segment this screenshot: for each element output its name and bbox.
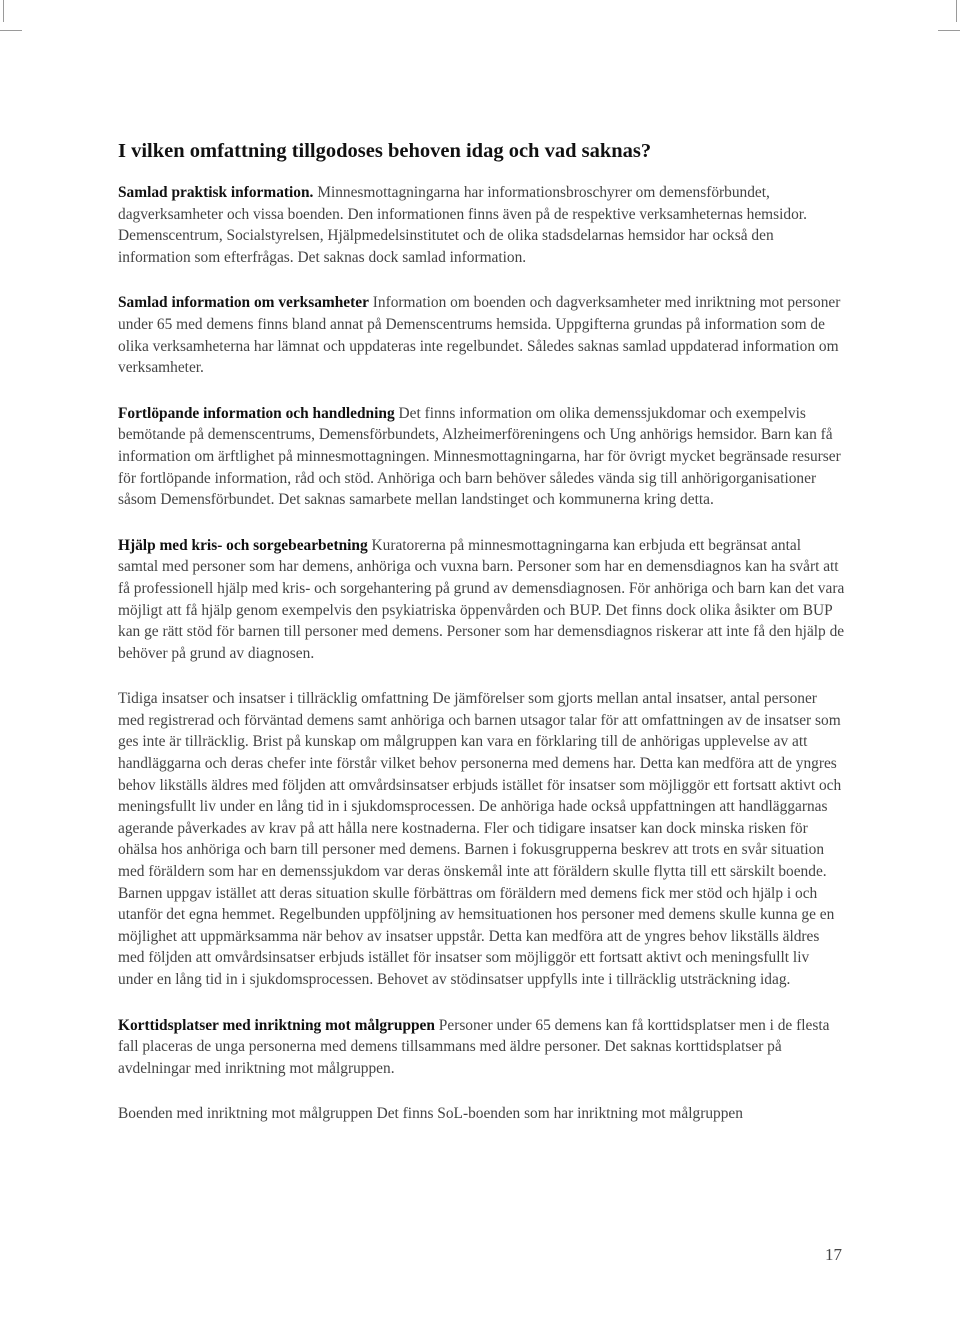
crop-mark-top-right-vertical <box>956 0 957 22</box>
paragraph-lead: Samlad information om verksamheter <box>118 294 369 312</box>
page-heading: I vilken omfattning tillgodoses behoven idag och vad saknas? <box>118 140 652 162</box>
paragraph-text: Kuratorerna på minnesmottagningarna kan erbjuda ett begränsat antal samtal med personer som har demens, anhöriga och vuxna barn. Personer som har en demensdiagnos kan ha svårt att få professionell hjälp med kris- och sorgehantering på grund av demensdiagnosen. För anhöriga och barn kan det vara möjligt att få hjälp genom exempelvis den psykiatriska öppenvården och BUP. Det finns dock olika åsikter om BUP kan ge rätt stöd för barnen till personer med demens. Personer som har demensdiagnos riskerar att inte få den hjälp de behöver på grund av diagnosen. <box>118 536 845 662</box>
crop-mark-top-left-vertical <box>3 0 4 22</box>
paragraph-samlad-information-verksamheter <box>118 292 845 378</box>
paragraph-samlad-praktisk-information <box>118 182 845 268</box>
crop-mark-top-right-horizontal <box>938 30 960 31</box>
paragraph-text: Boenden med inriktning mot målgruppen Det finns SoL-boenden som har inriktning mot målgruppen <box>118 1105 743 1123</box>
paragraph-text: Minnesmottagningarna har informationsbroschyrer om demensförbundet, dagverksamheter och vissa boenden. Den informationen finns även på de respektive verksamheternas hemsidor. Demenscentrum, Socialstyrelsen, Hjälpmedelsinstitutet och de olika stadsdelarnas hemsidor har också den information som efterfrågas. Det saknas dock samlad information. <box>118 184 807 266</box>
document-body <box>118 138 845 1125</box>
paragraph-text: Personer under 65 demens kan få korttidsplatser men i de flesta fall placeras de unga personerna med demens tillsammans med äldre personer. Det saknas korttidsplatser på avdelningar med inriktning mot målgruppen. <box>118 1016 830 1077</box>
paragraph-lead: Samlad praktisk information. <box>118 184 314 201</box>
paragraph-text: Information om boenden och dagverksamheter med inriktning mot personer under 65 med demens finns bland annat på Demenscentrums hemsida. Uppgifterna grundas på information som de olika verksamheterna har lämnat och uppdateras inte regelbundet. Således saknas samlad uppdaterad information om verksamheter. <box>118 294 841 377</box>
paragraph-boenden <box>118 1103 845 1125</box>
paragraph-lead: Hjälp med kris- och sorgebearbetning <box>118 536 368 554</box>
crop-mark-top-left-horizontal <box>0 30 22 31</box>
paragraph-fortlopande-information <box>118 403 845 511</box>
page-number: 17 <box>825 1245 842 1264</box>
paragraph-text: Det finns information om olika demenssjukdomar och exempelvis bemötande på demenscentrums, Demensförbundets, Alzheimerföreningens och Ung anhörigs hemsidor. Barn kan få information om ärftlighet på minnesmottagningen. Minnesmottagningarna, har för övrigt mycket begränsade resurser för fortlöpande information, råd och stöd. Anhöriga och barn behöver således vända sig till anhörigorganisationer såsom Demensförbundet. Det saknas samarbete mellan landstinget och kommunerna kring detta. <box>118 404 841 509</box>
paragraph-lead: Korttidsplatser med inriktning mot målgruppen <box>118 1016 435 1034</box>
paragraph-lead: Fortlöpande information och handledning <box>118 404 395 422</box>
paragraph-tidiga-insatser <box>118 688 845 990</box>
paragraph-text: Tidiga insatser och insatser i tillräcklig omfattning De jämförelser som gjorts mellan antal insatser, antal personer med registrerad och förväntad demens samt anhöriga och barnen utsagor talar för att omfattningen av de insatser som ges inte är tillräcklig. Brist på kunskap om målgruppen kan vara en förklaring till de anhörigas upplevelse av att handläggarna och deras chefer inte förstår vilket behov personerna med demens har. Detta kan medföra att de yngres behov likställs äldres med följden att omvårdsinsatser erbjuds istället för insatser som möjliggör ett fortsatt aktivt och meningsfullt liv under en lång tid in i sjukdomsprocessen. De anhöriga hade också uppfattningen att handläggarnas agerande påverkades av krav på att hålla nere kostnaderna. Fler och tidigare insatser kan dock minska risken för ohälsa hos anhöriga och barn till personer med demens. Barnen i fokusgrupperna beskrev att trots en svår situation med föräldern som har en demenssjukdom var deras önskemål inte att föräldern skulle flytta till ett särskilt boende. Barnen uppgav istället att deras situation skulle förbättras om föräldern med demens fick mer stöd och hjälp i och utanför det egna hemmet. Regelbunden uppföljning av hemsituationen hos personer med demens skulle kunna ge en möjlighet att uppmärksamma när behov av insatser uppstår. Detta kan medföra att de yngres behov likställs äldres med följden att omvårdsinsatser erbjuds istället för insatser som möjliggör ett fortsatt aktivt och meningsfullt liv under en lång tid in i sjukdomsprocessen. Behovet av stödinsatser uppfylls inte i tillräcklig utsträckning idag. <box>118 690 842 988</box>
paragraph-korttidsplatser <box>118 1015 845 1080</box>
paragraph-kris-och-sorgebearbetning <box>118 535 845 665</box>
